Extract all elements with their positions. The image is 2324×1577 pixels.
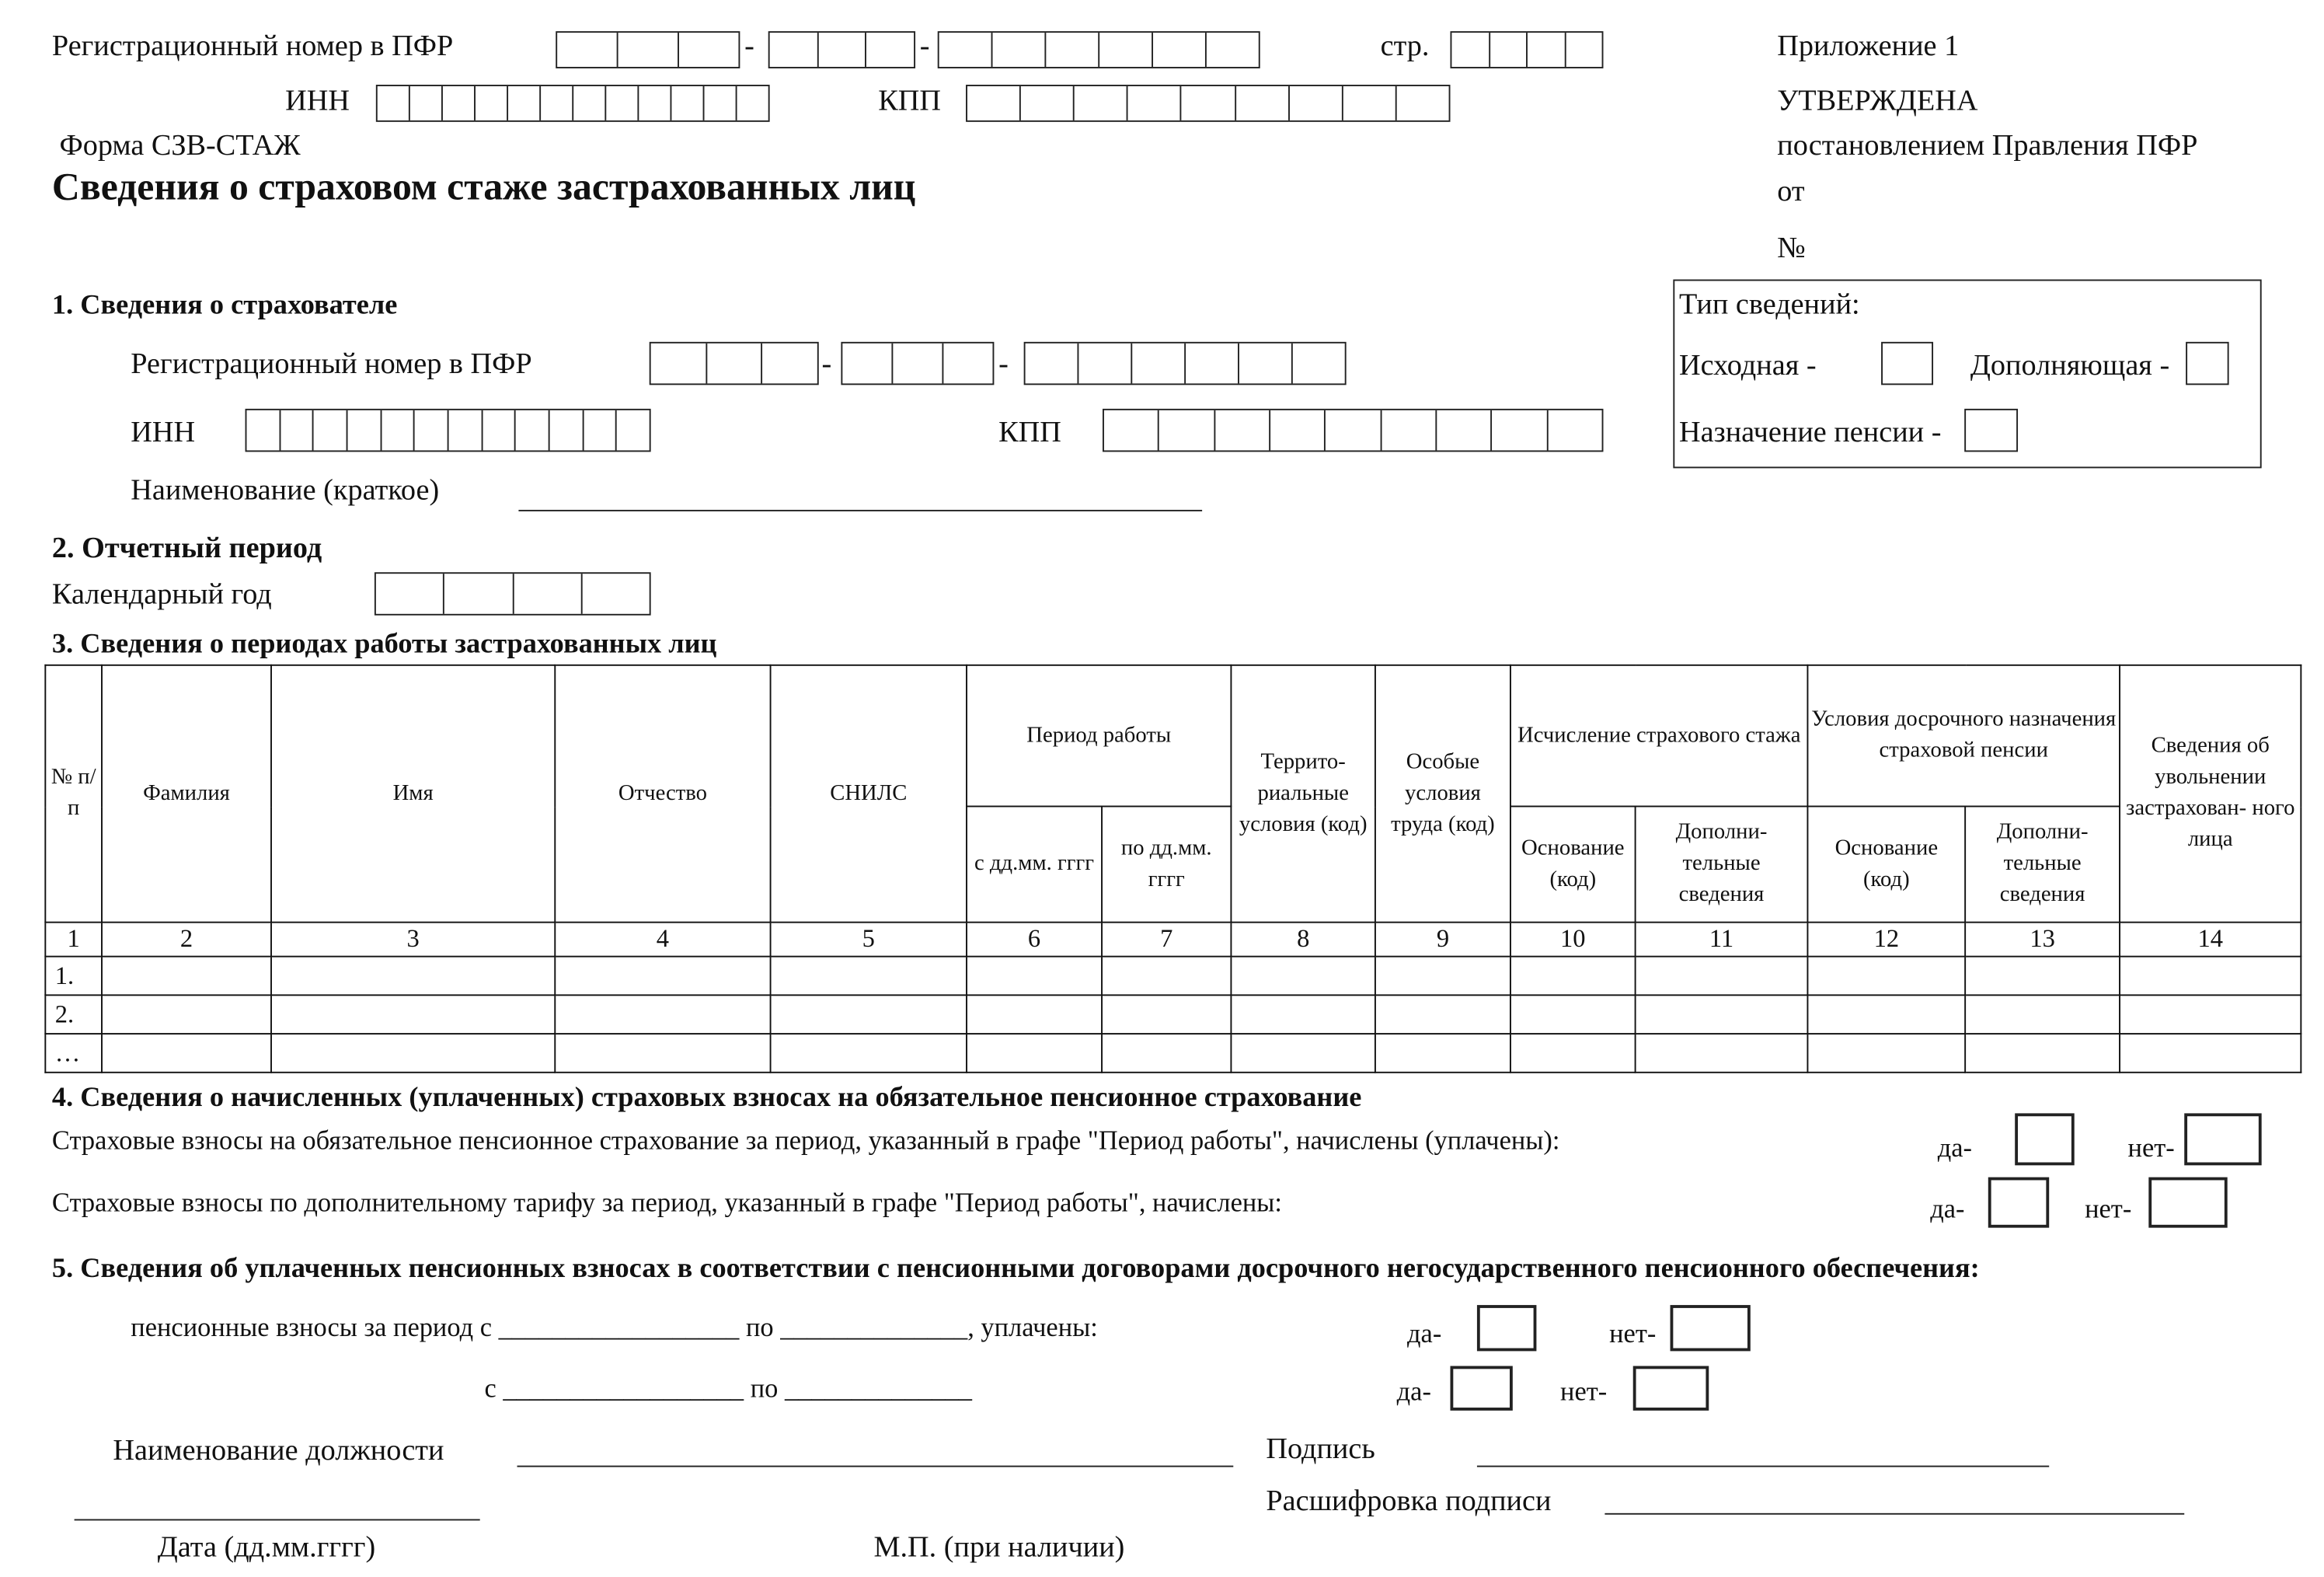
stamp-label: М.П. (при наличии): [873, 1530, 1125, 1564]
s1-name-label: Наименование (краткое): [131, 474, 440, 508]
s4-line2: Страховые взносы по дополнительному тарифу за период, указанный в графе "Период работы", начислены:: [51, 1188, 1282, 1218]
s5-yes1-checkbox[interactable]: [1477, 1305, 1536, 1351]
row-number: …: [45, 1034, 102, 1073]
reg-number-label: Регистрационный номер в ПФР: [51, 30, 454, 63]
s1-name-line[interactable]: [518, 510, 1202, 511]
col-early-basis: Основание (код): [1807, 806, 1965, 922]
s4-no2-label: нет-: [2085, 1193, 2132, 1223]
s1-inn-cells[interactable]: [246, 409, 651, 452]
s1-kpp-label: КПП: [998, 416, 1061, 449]
col-number: 10: [1510, 923, 1636, 957]
col-number: 3: [271, 923, 555, 957]
work-periods-table: [44, 665, 2301, 1073]
approved-by: постановлением Правления ПФР: [1777, 129, 2198, 162]
initial-label: Исходная -: [1679, 349, 1817, 382]
col-number: 9: [1375, 923, 1510, 957]
s4-yes2-checkbox[interactable]: [1988, 1178, 2049, 1228]
col-early-extra: Дополни- тельные сведения: [1965, 806, 2120, 922]
s5-yes2-label: да-: [1396, 1376, 1431, 1407]
supplementary-checkbox[interactable]: [2186, 342, 2228, 385]
s5-line1: пенсионные взносы за период с __________________ по ______________, уплачены:: [131, 1312, 1098, 1342]
row-number: 2.: [45, 995, 102, 1034]
page-title: Сведения о страховом стаже застрахованных лиц: [51, 165, 916, 208]
pension-label: Назначение пенсии -: [1679, 416, 1942, 449]
reg-separator-1: -: [744, 30, 754, 63]
appendix-label: Приложение 1: [1777, 30, 1960, 63]
col-number: 8: [1231, 923, 1375, 957]
s5-no1-label: нет-: [1609, 1318, 1657, 1348]
reg-number-part3[interactable]: [938, 31, 1260, 68]
page-number-cells[interactable]: [1451, 31, 1604, 68]
decoding-line[interactable]: [1605, 1513, 2184, 1515]
s1-kpp-cells[interactable]: [1103, 409, 1603, 452]
col-territorial: Террито- риальные условия (код): [1231, 665, 1375, 923]
signature-label: Подпись: [1266, 1432, 1375, 1466]
col-special: Особые условия труда (код): [1375, 665, 1510, 923]
s1-inn-label: ИНН: [131, 416, 196, 449]
initial-checkbox[interactable]: [1881, 342, 1933, 385]
col-snils: СНИЛС: [771, 665, 967, 923]
col-number: 7: [1102, 923, 1231, 957]
date-label: Дата (дд.мм.гггг): [157, 1530, 376, 1564]
kpp-label: КПП: [878, 85, 941, 118]
col-from: с дд.мм. гггг: [967, 806, 1102, 922]
position-line[interactable]: [517, 1466, 1234, 1467]
s1-reg-label: Регистрационный номер в ПФР: [131, 347, 532, 381]
col-name: Имя: [271, 665, 555, 923]
approved-date: от: [1777, 175, 1805, 208]
date-line[interactable]: [75, 1519, 480, 1520]
s4-line1: Страховые взносы на обязательное пенсионное страхование за период, указанный в графе "Период работы", начислены (уплачены):: [51, 1125, 1560, 1155]
col-number: 12: [1807, 923, 1965, 957]
col-num: № п/п: [45, 665, 102, 923]
s5-no2-label: нет-: [1560, 1376, 1608, 1407]
col-number: 5: [771, 923, 967, 957]
s4-yes2-label: да-: [1930, 1193, 1965, 1223]
position-label: Наименование должности: [113, 1434, 444, 1467]
reg-separator-2: -: [919, 30, 930, 63]
col-number: 6: [967, 923, 1102, 957]
supplementary-label: Дополняющая -: [1970, 349, 2170, 382]
signature-line[interactable]: [1477, 1466, 2049, 1467]
info-type-title: Тип сведений:: [1679, 288, 1860, 322]
table-row: [45, 995, 2301, 1034]
section3-heading: 3. Сведения о периодах работы застрахованных лиц: [51, 628, 717, 661]
col-calc: Исчисление страхового стажа: [1510, 665, 1807, 807]
reg-number-part1[interactable]: [556, 31, 740, 68]
s5-yes2-checkbox[interactable]: [1451, 1366, 1513, 1410]
col-calc-basis: Основание (код): [1510, 806, 1636, 922]
s1-reg-part2[interactable]: [841, 342, 994, 385]
row-number: 1.: [45, 957, 102, 996]
col-number: 1: [45, 923, 102, 957]
s5-no2-checkbox[interactable]: [1633, 1366, 1709, 1410]
kpp-cells[interactable]: [966, 85, 1450, 122]
s1-reg-part3[interactable]: [1024, 342, 1347, 385]
col-number: 14: [2120, 923, 2301, 957]
section5-heading: 5. Сведения об уплаченных пенсионных взносах в соответствии с пенсионными договорами досрочного негосударственного пенсионного обеспечения:: [51, 1253, 1980, 1285]
column-numbers-row: [45, 923, 2301, 957]
section1-heading: 1. Сведения о страхователе: [51, 289, 398, 322]
approved-label: УТВЕРЖДЕНА: [1777, 85, 1978, 118]
s1-reg-part1[interactable]: [650, 342, 819, 385]
col-patronymic: Отчество: [555, 665, 770, 923]
s4-yes1-label: да-: [1937, 1132, 1973, 1163]
table-row: [45, 1034, 2301, 1073]
section4-heading: 4. Сведения о начисленных (уплаченных) страховых взносах на обязательное пенсионное страхование: [51, 1082, 1362, 1114]
year-label: Календарный год: [51, 577, 272, 611]
decoding-label: Расшифровка подписи: [1266, 1485, 1552, 1518]
year-cells[interactable]: [375, 572, 651, 615]
col-to: по дд.мм. гггг: [1102, 806, 1231, 922]
inn-cells[interactable]: [376, 85, 770, 122]
col-calc-extra: Дополни- тельные сведения: [1636, 806, 1808, 922]
approved-number: №: [1777, 232, 1806, 265]
table-row: [45, 957, 2301, 996]
inn-label: ИНН: [285, 85, 350, 118]
col-dismissal: Сведения об увольнении застрахован- ного лица: [2120, 665, 2301, 923]
s5-yes1-label: да-: [1407, 1318, 1442, 1348]
col-number: 13: [1965, 923, 2120, 957]
s1-reg-sep2: -: [998, 347, 1009, 381]
pension-checkbox[interactable]: [1964, 409, 2018, 452]
page-label: стр.: [1380, 30, 1430, 63]
s4-no1-label: нет-: [2127, 1132, 2175, 1163]
col-surname: Фамилия: [102, 665, 271, 923]
s5-no1-checkbox[interactable]: [1671, 1305, 1751, 1351]
reg-number-part2[interactable]: [768, 31, 915, 68]
col-number: 4: [555, 923, 770, 957]
form-code: Форма СЗВ-СТАЖ: [59, 129, 301, 162]
s4-no1-checkbox[interactable]: [2184, 1113, 2261, 1165]
col-early: Условия досрочного назначения страховой пенсии: [1807, 665, 2120, 807]
col-period: Период работы: [967, 665, 1231, 807]
s1-reg-sep1: -: [821, 347, 832, 381]
s4-yes1-checkbox[interactable]: [2015, 1113, 2074, 1165]
col-number: 11: [1636, 923, 1808, 957]
s4-no2-checkbox[interactable]: [2148, 1178, 2227, 1228]
section2-heading: 2. Отчетный период: [51, 532, 322, 565]
col-number: 2: [102, 923, 271, 957]
s5-line2: с __________________ по ______________: [484, 1373, 972, 1404]
